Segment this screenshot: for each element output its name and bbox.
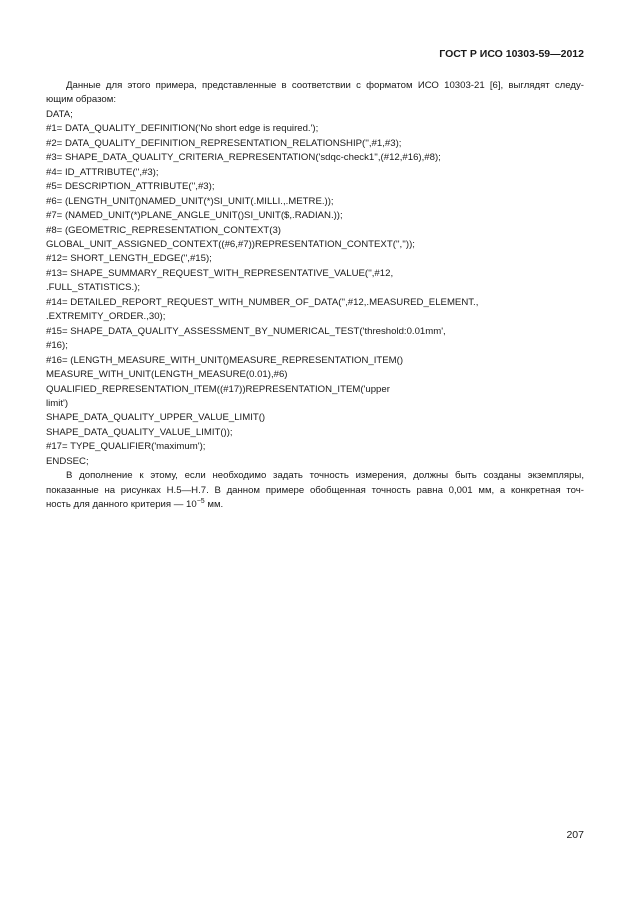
outro-line: показанные на рисунках Н.5—Н.7. В данном примере обобщенная точность равна 0,001 мм, а конкретная точ- [46,484,584,496]
outro-text: ность для данного критерия — 10 [46,499,197,511]
outro-line [46,498,584,512]
code-line: #5= DESCRIPTION_ATTRIBUTE('',#3); [46,181,215,193]
code-line: #1= DATA_QUALITY_DEFINITION('No short edge is required.'); [46,123,319,135]
code-line: limit') [46,397,69,409]
code-line: #12= SHORT_LENGTH_EDGE('',#15); [46,253,212,265]
code-line: #6= (LENGTH_UNIT()NAMED_UNIT(*)SI_UNIT(.MILLI.,.METRE.)); [46,195,334,207]
code-line: #14= DETAILED_REPORT_REQUEST_WITH_NUMBER_OF_DATA('',#12,.MEASURED_ELEMENT., [46,296,479,308]
exponent: −5 [196,497,205,505]
code-line: .EXTREMITY_ORDER.,30); [46,311,166,323]
code-line: .FULL_STATISTICS.); [46,282,140,294]
code-line: MEASURE_WITH_UNIT(LENGTH_MEASURE(0.01),#6) [46,369,288,381]
code-line: #16); [46,340,68,352]
page-number: 207 [566,829,584,841]
code-line: SHAPE_DATA_QUALITY_UPPER_VALUE_LIMIT() [46,412,266,424]
code-line: GLOBAL_UNIT_ASSIGNED_CONTEXT((#6,#7))REPRESENTATION_CONTEXT('','')); [46,238,415,250]
code-line: #2= DATA_QUALITY_DEFINITION_REPRESENTATION_RELATIONSHIP('',#1,#3); [46,137,402,149]
code-line: #15= SHAPE_DATA_QUALITY_ASSESSMENT_BY_NUMERICAL_TEST('threshold:0.01mm', [46,325,446,337]
document-header: ГОСТ Р ИСО 10303-59—2012 [439,48,584,60]
code-line: #17= TYPE_QUALIFIER('maximum'); [46,441,206,453]
code-line: #8= (GEOMETRIC_REPRESENTATION_CONTEXT(3) [46,224,281,236]
code-line: DATA; [46,108,73,120]
outro-text: мм. [204,499,224,511]
intro-line: ющим образом: [46,94,116,106]
code-line: #13= SHAPE_SUMMARY_REQUEST_WITH_REPRESENTATIVE_VALUE('',#12, [46,267,394,279]
code-line: #4= ID_ATTRIBUTE('',#3); [46,166,159,178]
code-listing [46,108,584,469]
code-line: ENDSEC; [46,455,89,467]
intro-line: Данные для этого примера, представленные в соответствии с форматом ИСО 10303-21 [6], выглядят следу- [66,80,584,91]
page-body [46,79,584,513]
code-line: SHAPE_DATA_QUALITY_VALUE_LIMIT()); [46,426,233,438]
code-line: #16= (LENGTH_MEASURE_WITH_UNIT()MEASURE_REPRESENTATION_ITEM() [46,354,404,366]
code-line: #3= SHAPE_DATA_QUALITY_CRITERIA_REPRESENTATION('sdqc-check1'',(#12,#16),#8); [46,152,441,164]
code-line: QUALIFIED_REPRESENTATION_ITEM((#17))REPRESENTATION_ITEM('upper [46,383,390,395]
outro-line: В дополнение к этому, если необходимо задать точность измерения, должны быть созданы экземпляры, [66,470,584,482]
code-line: #7= (NAMED_UNIT(*)PLANE_ANGLE_UNIT()SI_UNIT($,.RADIAN.)); [46,210,343,222]
